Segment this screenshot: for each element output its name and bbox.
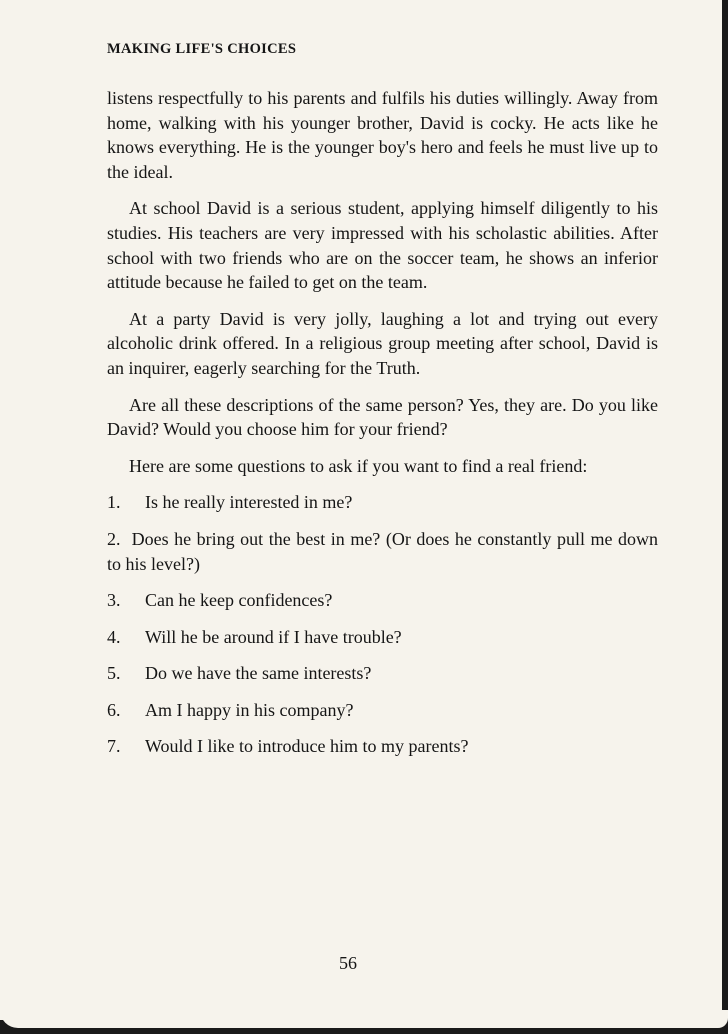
question-number: 7. <box>107 736 121 757</box>
scan-edge-right <box>722 0 728 1034</box>
question-number: 3. <box>107 590 121 611</box>
question-text: Would I like to introduce him to my parents? <box>145 736 469 757</box>
question-text: Am I happy in his company? <box>145 699 354 720</box>
question-item <box>107 490 658 515</box>
page-curl <box>0 1010 728 1028</box>
paragraph: At school David is a serious student, applying himself diligently to his studies. His teachers are very impressed with his scholastic abilities. After school with two friends who are on the soccer team, he shows an inferior attitude because he failed to get on the team. <box>107 198 658 293</box>
question-text: Is he really interested in me? <box>145 492 353 513</box>
question-item <box>107 588 658 613</box>
question-number: 1. <box>107 492 121 513</box>
question-item <box>107 698 658 723</box>
paragraph: Here are some questions to ask if you want to find a real friend: <box>129 455 588 476</box>
body-text <box>107 86 658 771</box>
question-item <box>107 625 658 650</box>
running-head: MAKING LIFE'S CHOICES <box>107 41 297 57</box>
paragraph: listens respectfully to his parents and fulfils his duties willingly. Away from home, walking with his younger brother, David is cocky. He acts like he knows everything. He is the younger boy's hero and feels he must live up to the ideal. <box>107 88 658 182</box>
question-text: Will he be around if I have trouble? <box>145 626 402 647</box>
paragraph: Are all these descriptions of the same person? Yes, they are. Do you like David? Would you choose him for your friend? <box>107 394 658 440</box>
question-text: Can he keep confidences? <box>145 590 333 611</box>
question-text: Does he bring out the best in me? (Or does he constantly pull me down to his level?) <box>107 528 659 574</box>
question-number: 2. <box>107 528 121 549</box>
page-number: 56 <box>339 953 357 973</box>
question-number: 6. <box>107 699 121 720</box>
paragraph: At a party David is very jolly, laughing a lot and trying out every alcoholic drink offered. In a religious group meeting after school, David is an inquirer, eagerly searching for the Truth. <box>107 308 658 378</box>
question-text: Do we have the same interests? <box>145 663 372 684</box>
question-number: 4. <box>107 626 121 647</box>
question-number: 5. <box>107 663 121 684</box>
question-item <box>107 734 658 759</box>
question-item <box>107 527 658 576</box>
question-item <box>107 661 658 686</box>
